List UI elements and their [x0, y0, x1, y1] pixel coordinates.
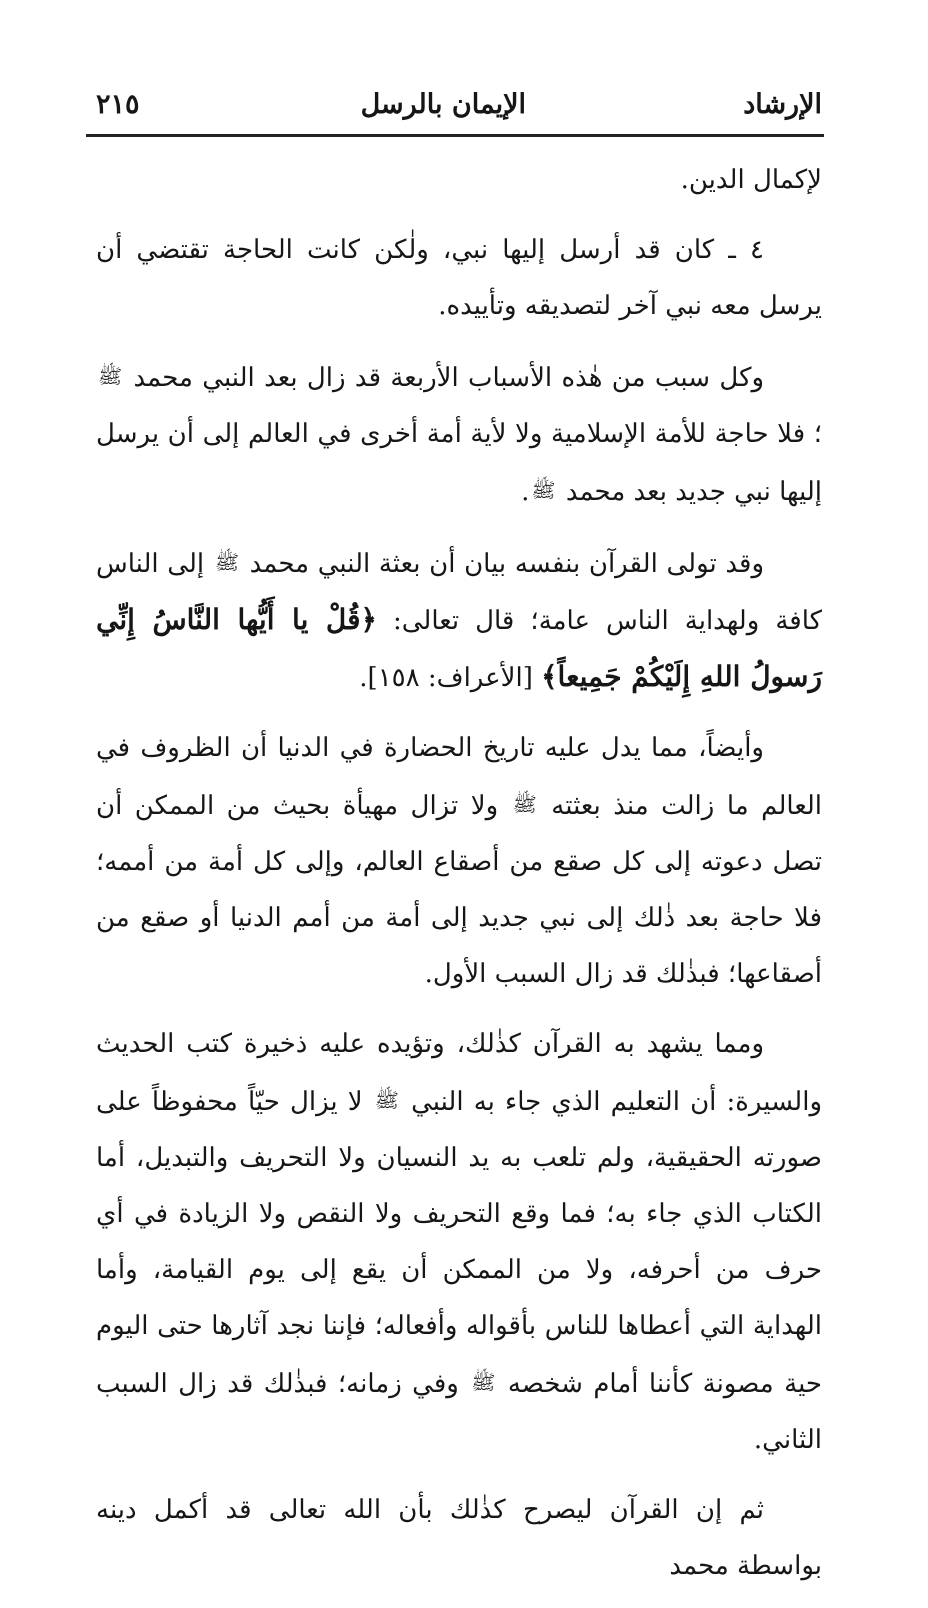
paragraph-text: وكل سبب من هٰذه الأسباب الأربعة قد زال بعد النبي محمد — [133, 363, 765, 393]
paragraph-text: ومما يشهد به القرآن كذٰلك، وتؤيده عليه ذخيرة كتب الحديث والسيرة: أن التعليم الذي جاء به النبي — [96, 1029, 823, 1117]
paragraph-continuation — [96, 152, 822, 208]
salutation-glyph: ﷺ — [214, 550, 239, 574]
paragraph-text: . — [521, 477, 530, 507]
salutation-glyph: ﷺ — [512, 792, 537, 816]
paragraph-text: لإكمال الدين. — [680, 165, 822, 195]
paragraph-text: ولا تزال مهيأة بحيث من الممكن أن تصل دعوته إلى كل صقع من أصقاع العالم، وإلى كل أمة من أممه؛ فلا حاجة بعد ذٰلك إلى نبي جديد إلى أمة من أمم الدنيا أو صقع من أصقاعها؛ فبذٰلك قد زال السبب الأول. — [96, 791, 822, 989]
salutation-glyph: ﷺ — [471, 1370, 496, 1394]
paragraph-text: ٤ ـ كان قد أرسل إليها نبي، ولٰكن كانت الحاجة تقتضي أن يرسل معه نبي آخر لتصديقه وتأييده. — [96, 235, 822, 321]
running-header — [88, 82, 822, 132]
page-number: ٢١٥ — [96, 89, 140, 120]
header-rule — [86, 134, 824, 137]
paragraph-text: ؛ فلا حاجة للأمة الإسلامية ولا لأية أمة أخرى في العالم إلى أن يرسل إليها نبي جديد بعد محمد — [96, 419, 822, 507]
verse-citation: [الأعراف: ١٥٨]. — [359, 663, 533, 693]
paragraph-quran-statement — [96, 534, 822, 706]
paragraph-final — [96, 1482, 822, 1594]
chapter-title: الإيمان بالرسل — [360, 89, 526, 120]
quran-verse: ﴿قُلْ يا أَيُّها النَّاسُ إِنِّي رَسولُ اللهِ إِلَيْكُمْ جَمِيعاً﴾ — [96, 603, 822, 693]
salutation-glyph: ﷺ — [98, 364, 123, 388]
paragraph-text: ثم إن القرآن ليصرح كذٰلك بأن الله تعالى قد أكمل دينه بواسطة محمد — [96, 1495, 822, 1581]
paragraph-second-reason — [96, 1016, 822, 1468]
salutation-glyph: ﷺ — [374, 1088, 399, 1112]
paragraph-text: وقد تولى القرآن بنفسه بيان أن بعثة النبي محمد — [249, 549, 765, 579]
page-body — [96, 152, 822, 1608]
paragraph-reason-four — [96, 222, 822, 334]
paragraph-text: وأيضاً، مما يدل عليه تاريخ الحضارة في الدنيا أن الظروف في العالم ما زالت منذ بعثته — [96, 733, 823, 821]
paragraph-first-reason — [96, 720, 822, 1002]
paragraph-text: وفي زمانه؛ فبذٰلك قد زال السبب الثاني. — [96, 1369, 822, 1455]
paragraph-text: لا يزال حيّاً محفوظاً على صورته الحقيقية، ولم تلعب به يد النسيان ولا التحريف والتبديل، أما الكتاب الذي جاء به؛ فما وقع التحريف ولا النقص ولا الزيادة في أي حرف من أحرفه، ولا من الممكن أن يقع إلى يوم القيامة، وأما الهداية التي أعطاها للناس بأقواله وأفعاله؛ فإننا نجد آثارها حتى اليوم حية مصونة كأننا أمام شخصه — [96, 1087, 822, 1399]
salutation-glyph: ﷺ — [531, 478, 556, 502]
paragraph-text: إلى الناس كافة ولهداية الناس عامة؛ قال تعالى: — [96, 549, 823, 636]
paragraph-reasons-ceased — [96, 348, 822, 520]
book-title: الإرشاد — [743, 89, 822, 120]
